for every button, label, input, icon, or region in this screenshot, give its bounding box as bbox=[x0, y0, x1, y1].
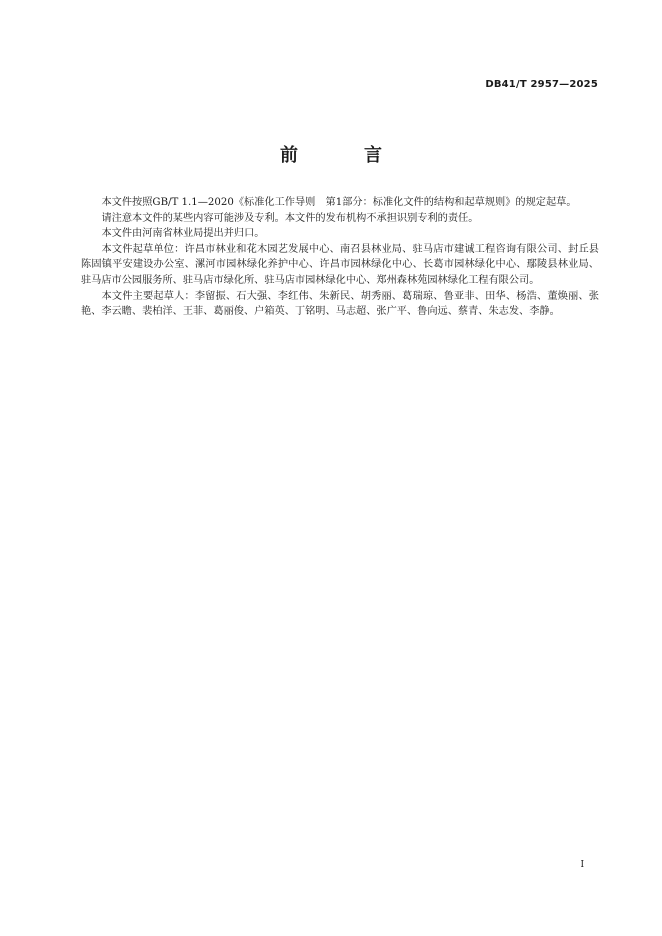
paragraph-drafting-units: 本文件起草单位：许昌市林业和花木园艺发展中心、南召县林业局、驻马店市建诚工程咨询有限公司、封丘县陈固镇平安建设办公室、漯河市园林绿化养护中心、许昌市园林绿化中心、长葛市园林绿化中心、鄢陵县林业局、驻马店市公园服务所、驻马店市绿化所、驻马店市园林绿化中心、郑州森林苑园林绿化工程有限公司。 bbox=[81, 243, 599, 286]
page-title: 前 言 bbox=[280, 145, 406, 166]
paragraph-proposer: 本文件由河南省林业局提出并归口。 bbox=[101, 228, 265, 240]
paragraph-patent-notice: 请注意本文件的某些内容可能涉及专利。本文件的发布机构不承担识别专利的责任。 bbox=[101, 212, 479, 224]
paragraph-drafting-rules: 本文件按照GB/T 1.1—2020《标准化工作导则 第1部分：标准化文件的结构和起草规则》的规定起草。 bbox=[101, 197, 577, 208]
document-code: DB41/T 2957—2025 bbox=[485, 79, 598, 90]
paragraph-drafters: 本文件主要起草人：李留振、石大强、李红伟、朱新民、胡秀丽、葛瑞琼、鲁亚非、田华、杨浩、董焕丽、张艳、李云瞻、裴柏洋、王菲、葛丽俊、户箱英、丁铭明、马志超、张广平、鲁向远、蔡青、朱志发、李静。 bbox=[81, 290, 599, 318]
foreword-body bbox=[81, 195, 599, 320]
page-number: I bbox=[580, 860, 584, 870]
